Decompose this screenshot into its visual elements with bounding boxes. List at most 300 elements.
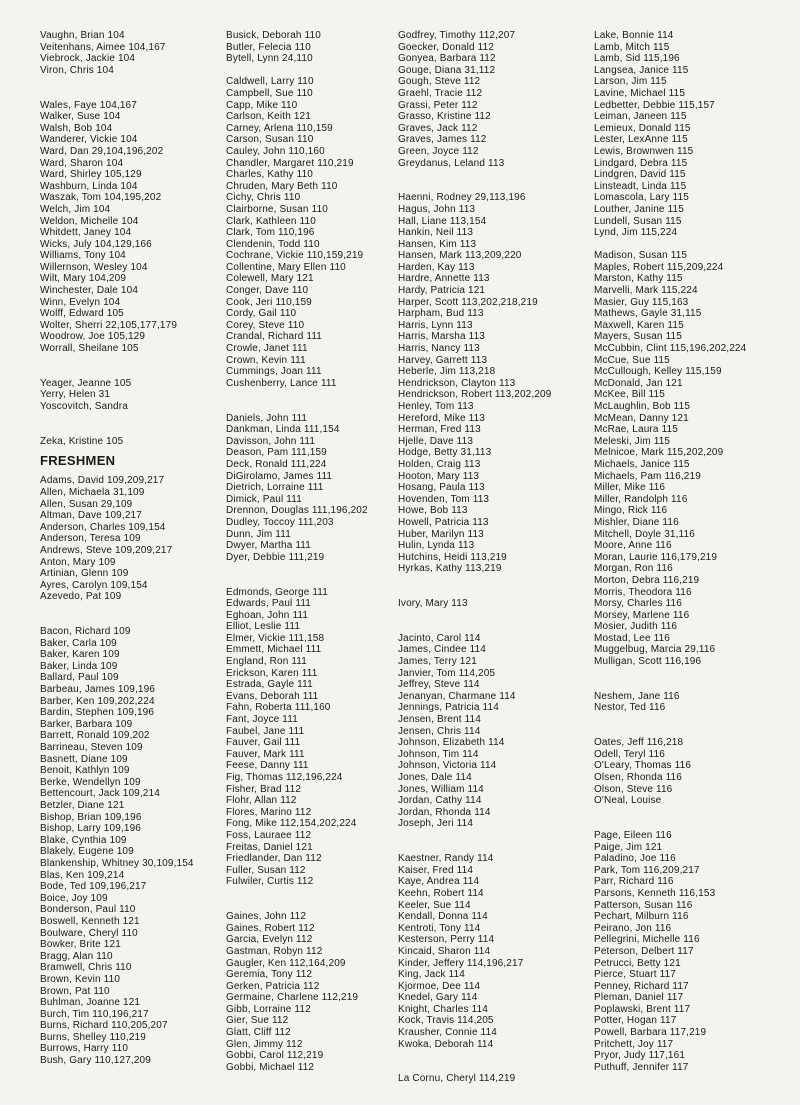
index-entry: Foss, Lauraee 112 — [226, 829, 312, 841]
index-entry: Harris, Lynn 113 — [398, 319, 473, 331]
index-entry: Cochrane, Vickie 110,159,219 — [226, 250, 364, 262]
index-entry: Gibb, Lorraine 112 — [226, 1003, 311, 1015]
index-entry: Allen, Michaela 31,109 — [40, 486, 145, 498]
index-entry: Crandal, Richard 111 — [226, 331, 323, 343]
index-entry: Dimick, Paul 111 — [226, 493, 302, 505]
index-entry: Winn, Evelyn 104 — [40, 296, 121, 308]
index-entry: Blankenship, Whitney 30,109,154 — [40, 857, 194, 869]
index-entry: Cordy, Gail 110 — [226, 308, 297, 320]
index-entry: Joseph, Jeri 114 — [398, 818, 474, 830]
index-entry: Carney, Arlena 110,159 — [226, 122, 333, 134]
index-entry: Larson, Jim 115 — [594, 76, 667, 88]
index-entry: Lynd, Jim 115,224 — [594, 227, 678, 239]
index-entry: Marston, Kathy 115 — [594, 273, 683, 285]
index-entry: Welch, Jim 104 — [40, 203, 111, 215]
index-entry: O'Leary, Thomas 116 — [594, 760, 692, 772]
index-entry: Hooton, Mary 113 — [398, 470, 480, 482]
index-entry: Patterson, Susan 116 — [594, 899, 693, 911]
index-entry: Cook, Jeri 110,159 — [226, 296, 312, 308]
index-entry: Friedlander, Dan 112 — [226, 853, 322, 865]
index-entry: Carlson, Keith 121 — [226, 111, 311, 123]
index-entry: Yeager, Jeanne 105 — [40, 377, 132, 389]
index-entry: Dunn, Jim 111 — [226, 528, 291, 540]
index-entry: Waszak, Tom 104,195,202 — [40, 192, 162, 204]
index-entry: Knight, Charles 114 — [398, 1003, 488, 1015]
index-entry: Page, Eileen 116 — [594, 829, 672, 841]
index-entry: Park, Tom 116,209,217 — [594, 864, 700, 876]
spacer — [594, 239, 794, 251]
index-entry: Madison, Susan 115 — [594, 250, 688, 262]
spacer — [40, 615, 240, 627]
spacer — [226, 389, 426, 401]
index-entry: Hereford, Mike 113 — [398, 412, 485, 424]
index-entry: Buhlman, Joanne 121 — [40, 997, 141, 1009]
index-entry: Allen, Susan 29,109 — [40, 498, 133, 510]
index-entry: Cummings, Joan 111 — [226, 366, 322, 378]
spacer — [398, 575, 598, 587]
index-entry: Janvier, Tom 114,205 — [398, 667, 496, 679]
index-entry: Wolter, Sherri 22,105,177,179 — [40, 319, 178, 331]
index-entry: Goecker, Donald 112 — [398, 41, 495, 53]
index-entry: Fauver, Mark 111 — [226, 748, 305, 760]
index-entry: Jenanyan, Charmane 114 — [398, 690, 516, 702]
index-entry: Blake, Cynthia 109 — [40, 834, 127, 846]
index-entry: Edwards, Paul 111 — [226, 598, 312, 610]
index-entry: Blakely, Eugene 109 — [40, 846, 134, 858]
spacer — [226, 900, 426, 912]
index-entry: Dwyer, Martha 111 — [226, 540, 311, 552]
index-entry: Wales, Faye 104,167 — [40, 99, 137, 111]
index-entry: Fuller, Susan 112 — [226, 864, 306, 876]
index-entry: Olsen, Rhonda 116 — [594, 772, 682, 783]
index-entry: O'Neal, Louise — [594, 795, 662, 807]
index-entry: Pierce, Stuart 117 — [594, 969, 677, 981]
index-entry: Jones, Dale 114 — [398, 772, 472, 783]
index-entry: Howe, Bob 113 — [398, 505, 468, 517]
index-entry: Grasso, Kristine 112 — [398, 111, 491, 123]
index-entry: Dietrich, Lorraine 111 — [226, 482, 324, 494]
index-entry: Gaugler, Ken 112,164,209 — [226, 957, 346, 969]
index-entry: Marvelli, Mark 115,224 — [594, 285, 698, 297]
index-entry: Hardre, Annette 113 — [398, 273, 490, 285]
index-entry: Jensen, Chris 114 — [398, 725, 481, 737]
index-entry: Mostad, Lee 116 — [594, 632, 671, 644]
index-entry: Ward, Sharon 104 — [40, 157, 124, 169]
index-entry: Gobbi, Michael 112 — [226, 1061, 315, 1073]
index-entry: Cauley, John 110,160 — [226, 145, 325, 157]
index-entry: Bytell, Lynn 24,110 — [226, 53, 313, 65]
index-entry: Viron, Chris 104 — [40, 64, 114, 76]
index-entry: Kaiser, Fred 114 — [398, 864, 474, 876]
index-entry: Baker, Karen 109 — [40, 649, 120, 661]
index-entry: Ivory, Mary 113 — [398, 598, 468, 610]
index-entry: Lester, LexAnne 115 — [594, 134, 688, 146]
index-entry: Woodrow, Joe 105,129 — [40, 331, 146, 343]
index-entry: Barker, Barbara 109 — [40, 718, 133, 730]
index-entry: Jensen, Brent 114 — [398, 714, 481, 726]
index-entry: Dudley, Toccoy 111,203 — [226, 516, 334, 528]
index-entry: Odell, Teryl 116 — [594, 748, 665, 760]
index-entry: Harper, Scott 113,202,218,219 — [398, 296, 538, 308]
index-entry: Morsy, Charles 116 — [594, 598, 682, 610]
index-entry: Freitas, Daniel 121 — [226, 841, 313, 853]
index-column-4 — [594, 30, 794, 1073]
index-entry: Caldwell, Larry 110 — [226, 76, 314, 88]
index-entry: Baker, Linda 109 — [40, 660, 118, 672]
index-entry: Poplawski, Brent 117 — [594, 1003, 691, 1015]
index-entry: Melnicoe, Mark 115,202,209 — [594, 447, 724, 459]
index-entry: Mayers, Susan 115 — [594, 331, 682, 343]
index-entry: Conger, Dave 110 — [226, 285, 309, 297]
index-entry: Williams, Tony 104 — [40, 250, 126, 262]
index-entry: Wicks, July 104,129,166 — [40, 238, 152, 250]
index-entry: Harvey, Garrett 113 — [398, 354, 488, 366]
index-entry: Wilt, Mary 104,209 — [40, 273, 127, 285]
spacer — [226, 401, 426, 413]
index-entry: Ward, Shirley 105,129 — [40, 169, 142, 181]
spacer — [594, 807, 794, 819]
index-entry: Elliot, Leslie 111 — [226, 621, 301, 633]
spacer — [40, 413, 240, 425]
spacer — [226, 888, 426, 900]
index-entry: Pellegrini, Michelle 116 — [594, 934, 700, 946]
index-entry: Gaines, John 112 — [226, 911, 307, 923]
index-entry: Ledbetter, Debbie 115,157 — [594, 99, 715, 111]
index-entry: Altman, Dave 109,217 — [40, 510, 142, 522]
index-entry: Gobbi, Carol 112,219 — [226, 1050, 324, 1062]
index-entry: Lewis, Brownwen 115 — [594, 145, 694, 157]
index-entry: Morgan, Ron 116 — [594, 563, 673, 575]
index-entry: Ward, Dan 29,104,196,202 — [40, 145, 164, 157]
index-entry: Louther, Janine 115 — [594, 203, 684, 215]
index-entry: Drennon, Douglas 111,196,202 — [226, 505, 368, 517]
index-entry: Kaestner, Randy 114 — [398, 853, 494, 865]
index-entry: Jordan, Rhonda 114 — [398, 806, 491, 818]
index-entry: Lindgren, David 115 — [594, 169, 686, 181]
index-entry: Wolff, Edward 105 — [40, 308, 124, 320]
index-entry: England, Ron 111 — [226, 656, 307, 668]
index-entry: Muggelbug, Marcia 29,116 — [594, 644, 716, 656]
index-entry: Hendrickson, Robert 113,202,209 — [398, 389, 552, 401]
index-entry: Harris, Marsha 113 — [398, 331, 485, 343]
index-entry: Graves, James 112 — [398, 134, 487, 146]
index-entry: Burns, Richard 110,205,207 — [40, 1020, 168, 1032]
index-entry: Powell, Barbara 117,219 — [594, 1027, 707, 1039]
index-entry: Worrall, Sheilane 105 — [40, 343, 139, 355]
index-entry: Elmer, Vickie 111,158 — [226, 632, 325, 644]
index-column-3 — [398, 30, 598, 1085]
index-entry: Vaughn, Brian 104 — [40, 30, 125, 41]
spacer — [40, 355, 240, 367]
index-entry: Oates, Jeff 116,218 — [594, 737, 684, 749]
spacer — [594, 668, 794, 680]
index-entry: Parr, Richard 116 — [594, 876, 674, 888]
index-entry: Paige, Jim 121 — [594, 841, 663, 853]
index-entry: Pleman, Daniel 117 — [594, 992, 684, 1004]
index-entry: Potter, Hogan 117 — [594, 1015, 677, 1027]
index-entry: Daniels, John 111 — [226, 412, 308, 424]
index-entry: Linsteadt, Linda 115 — [594, 180, 687, 192]
index-entry: Dyer, Debbie 111,219 — [226, 551, 325, 563]
index-entry: McRae, Laura 115 — [594, 424, 678, 436]
index-entry: Wanderer, Vickie 104 — [40, 134, 138, 146]
index-entry: Harden, Kay 113 — [398, 261, 475, 273]
index-entry: Washburn, Linda 104 — [40, 180, 138, 192]
index-entry: Bramwell, Chris 110 — [40, 962, 132, 974]
index-entry: Fig, Thomas 112,196,224 — [226, 772, 343, 783]
index-entry: Peterson, Delbert 117 — [594, 945, 694, 957]
index-entry: Bowker, Brite 121 — [40, 939, 121, 951]
index-entry: Johnson, Victoria 114 — [398, 760, 497, 772]
index-entry: La Cornu, Cheryl 114,219 — [398, 1073, 516, 1085]
index-entry: Howell, Patricia 113 — [398, 516, 489, 528]
index-entry: Feese, Danny 111 — [226, 760, 309, 772]
spacer — [226, 65, 426, 77]
spacer — [40, 603, 240, 615]
index-entry: Jennings, Patricia 114 — [398, 702, 499, 714]
index-entry: Hagus, John 113 — [398, 203, 476, 215]
index-entry: Boswell, Kenneth 121 — [40, 915, 140, 927]
index-entry: Johnson, Tim 114 — [398, 748, 479, 760]
index-entry: Leiman, Janeen 115 — [594, 111, 687, 123]
spacer — [398, 610, 598, 622]
index-entry: McMean, Danny 121 — [594, 412, 689, 424]
index-entry: Deason, Pam 111,159 — [226, 447, 327, 459]
index-entry: Boulware, Cheryl 110 — [40, 927, 138, 939]
index-entry: Brown, Pat 110 — [40, 985, 110, 997]
index-entry: Erickson, Karen 111 — [226, 667, 318, 679]
index-entry: Campbell, Sue 110 — [226, 87, 313, 99]
index-entry: Lindgard, Debra 115 — [594, 157, 688, 169]
index-entry: Crown, Kevin 111 — [226, 354, 306, 366]
section-heading: FRESHMEN — [40, 453, 116, 469]
index-entry: Brown, Kevin 110 — [40, 973, 121, 985]
index-entry: Keehn, Robert 114 — [398, 887, 484, 899]
index-entry: Lamb, Mitch 115 — [594, 41, 670, 53]
index-entry: Kwoka, Deborah 114 — [398, 1038, 494, 1050]
index-entry: Bonderson, Paul 110 — [40, 904, 136, 916]
spacer — [40, 76, 240, 88]
index-entry: Kincaid, Sharon 114 — [398, 945, 491, 957]
spacer — [398, 1062, 598, 1074]
index-entry: Jacinto, Carol 114 — [398, 632, 481, 644]
index-entry: Barrett, Ronald 109,202 — [40, 730, 150, 742]
index-entry: Clairborne, Susan 110 — [226, 203, 328, 215]
index-entry: Bragg, Alan 110 — [40, 950, 113, 962]
index-entry: Bacon, Richard 109 — [40, 626, 131, 638]
index-entry: Carson, Susan 110 — [226, 134, 314, 146]
spacer — [594, 679, 794, 691]
index-entry: Yoscovitch, Sandra — [40, 401, 128, 412]
index-column-1 — [40, 30, 240, 1067]
index-entry: Jones, William 114 — [398, 783, 484, 795]
index-entry: Morton, Debra 116,219 — [594, 574, 700, 586]
index-entry: Pritchett, Joy 117 — [594, 1038, 674, 1050]
index-entry: Busick, Deborah 110 — [226, 30, 321, 41]
spacer — [398, 830, 598, 842]
spacer — [226, 563, 426, 575]
spacer — [398, 169, 598, 181]
index-entry: Dankman, Linda 111,154 — [226, 424, 340, 436]
index-entry: Green, Joyce 112 — [398, 145, 479, 157]
index-entry: Ballard, Paul 109 — [40, 672, 119, 684]
index-entry: Gough, Steve 112 — [398, 76, 481, 88]
spacer — [398, 621, 598, 633]
index-entry: Zeka, Kristine 105 — [40, 435, 124, 447]
index-entry: Hjelle, Dave 113 — [398, 435, 474, 447]
index-entry: Lake, Bonnie 114 — [594, 30, 674, 41]
index-entry: Fisher, Brad 112 — [226, 783, 302, 795]
index-entry: DiGirolamo, James 111 — [226, 470, 333, 482]
index-entry: Mishler, Diane 116 — [594, 516, 679, 528]
index-entry: Harpham, Bud 113 — [398, 308, 484, 320]
index-entry: Emmett, Michael 111 — [226, 644, 322, 656]
index-entry: Jordan, Cathy 114 — [398, 795, 482, 807]
index-entry: Mosier, Judith 116 — [594, 621, 678, 633]
index-entry: Bishop, Brian 109,196 — [40, 811, 142, 823]
index-entry: Chandler, Margaret 110,219 — [226, 157, 354, 169]
index-entry: Bode, Ted 109,196,217 — [40, 881, 147, 893]
index-entry: Godfrey, Timothy 112,207 — [398, 30, 516, 41]
index-entry: Lundell, Susan 115 — [594, 215, 682, 227]
index-entry: Penney, Richard 117 — [594, 980, 689, 992]
index-entry: Gastman, Robyn 112 — [226, 945, 323, 957]
index-entry: Michaels, Pam 116,219 — [594, 470, 701, 482]
index-entry: Flohr, Allan 112 — [226, 795, 297, 807]
index-entry: Hyrkas, Kathy 113,219 — [398, 563, 502, 575]
index-entry: McDonald, Jan 121 — [594, 377, 683, 389]
spacer — [40, 88, 240, 100]
index-entry: Puthuff, Jennifer 117 — [594, 1061, 689, 1073]
index-entry: McKee, Bill 115 — [594, 389, 665, 401]
index-entry: Pryor, Judy 117,161 — [594, 1050, 686, 1062]
index-entry: Neshem, Jane 116 — [594, 690, 680, 702]
index-entry: Germaine, Charlene 112,219 — [226, 992, 359, 1004]
index-entry: Parsons, Kenneth 116,153 — [594, 887, 716, 899]
spacer — [594, 714, 794, 726]
index-entry: Lomascola, Lary 115 — [594, 192, 689, 204]
index-entry: Morsey, Marlene 116 — [594, 609, 690, 621]
index-entry: Bettencourt, Jack 109,214 — [40, 788, 160, 800]
index-entry: Clendenin, Todd 110 — [226, 238, 320, 250]
index-entry: Edmonds, George 111 — [226, 586, 328, 598]
index-entry: Davisson, John 111 — [226, 435, 316, 447]
index-entry: Mathews, Gayle 31,115 — [594, 308, 702, 320]
index-entry: Heberle, Jim 113,218 — [398, 366, 496, 378]
index-entry: Garcia, Evelyn 112 — [226, 934, 313, 946]
index-entry: Grassi, Peter 112 — [398, 99, 478, 111]
index-entry: Hansen, Kim 113 — [398, 238, 477, 250]
index-entry: Kesterson, Perry 114 — [398, 934, 495, 946]
index-entry: Walker, Suse 104 — [40, 111, 121, 123]
index-entry: Gier, Sue 112 — [226, 1015, 289, 1027]
index-entry: Mitchell, Doyle 31,116 — [594, 528, 695, 540]
index-entry: Moran, Laurie 116,179,219 — [594, 551, 718, 563]
index-entry: Herman, Fred 113 — [398, 424, 481, 436]
index-entry: Burns, Shelley 110,219 — [40, 1031, 146, 1043]
index-entry: Burrows, Harry 110 — [40, 1043, 129, 1055]
index-entry: Crowle, Janet 111 — [226, 343, 308, 355]
index-entry: Hall, Liane 113,154 — [398, 215, 487, 227]
index-entry: Langsea, Janice 115 — [594, 64, 689, 76]
index-entry: Nestor, Ted 116 — [594, 702, 666, 714]
index-entry: Mingo, Rick 116 — [594, 505, 668, 517]
index-entry: Olson, Steve 116 — [594, 783, 673, 795]
index-entry: Faubel, Jane 111 — [226, 725, 305, 737]
index-entry: Gerken, Patricia 112 — [226, 980, 320, 992]
index-entry: Ayres, Carolyn 109,154 — [40, 579, 148, 591]
index-entry: Butler, Felecia 110 — [226, 41, 311, 53]
index-entry: Hosang, Paula 113 — [398, 482, 485, 494]
index-entry: Evans, Deborah 111 — [226, 690, 319, 702]
index-entry: Fauver, Gail 111 — [226, 737, 301, 749]
index-entry: Harris, Nancy 113 — [398, 343, 480, 355]
index-entry: Barbeau, James 109,196 — [40, 684, 156, 696]
index-entry: Lavine, Michael 115 — [594, 87, 686, 99]
index-entry: Hodge, Betty 31,113 — [398, 447, 492, 459]
index-entry: James, Cindee 114 — [398, 644, 486, 656]
index-entry: Glen, Jimmy 112 — [226, 1038, 303, 1050]
index-entry: Kjormoe, Dee 114 — [398, 980, 481, 992]
index-entry: Flores, Marino 112 — [226, 806, 312, 818]
index-entry: Henley, Tom 113 — [398, 401, 474, 412]
spacer — [398, 1050, 598, 1062]
index-entry: Corey, Steve 110 — [226, 319, 305, 331]
spacer — [40, 424, 240, 436]
index-entry: Hansen, Mark 113,209,220 — [398, 250, 522, 262]
index-entry: Holden, Craig 113 — [398, 458, 481, 470]
index-entry: Winchester, Dale 104 — [40, 285, 139, 297]
index-entry: Huber, Marilyn 113 — [398, 528, 484, 540]
index-entry: Krausher, Connie 114 — [398, 1027, 497, 1039]
index-entry: Anderson, Charles 109,154 — [40, 521, 166, 533]
index-entry: Jeffrey, Steve 114 — [398, 679, 480, 691]
index-entry: Fant, Joyce 111 — [226, 714, 298, 726]
spacer — [594, 818, 794, 830]
index-entry: Estrada, Gayle 111 — [226, 679, 313, 691]
index-entry: Basnett, Diane 109 — [40, 753, 128, 765]
index-entry: Petrucci, Betty 121 — [594, 957, 681, 969]
index-entry: Cichy, Chris 110 — [226, 192, 301, 204]
index-entry: Collentine, Mary Ellen 110 — [226, 261, 346, 273]
spacer — [226, 575, 426, 587]
index-entry: Kock, Travis 114,205 — [398, 1015, 494, 1027]
index-entry: Lamb, Sid 115,196 — [594, 53, 680, 65]
index-entry: Berke, Wendellyn 109 — [40, 776, 141, 788]
index-entry: Charles, Kathy 110 — [226, 169, 314, 181]
index-entry: Miller, Randolph 116 — [594, 493, 688, 505]
index-entry: Meleski, Jim 115 — [594, 435, 671, 447]
index-entry: Eghoan, John 111 — [226, 609, 309, 621]
index-entry: Veitenhans, Aimee 104,167 — [40, 41, 166, 53]
index-entry: Pechart, Milburn 116 — [594, 911, 689, 923]
index-entry: Clark, Kathleen 110 — [226, 215, 316, 227]
index-entry: Anton, Mary 109 — [40, 556, 116, 568]
index-entry: Willernson, Wesley 104 — [40, 261, 148, 273]
index-entry: Morris, Theodora 116 — [594, 586, 692, 598]
index-entry: Mulligan, Scott 116,196 — [594, 656, 702, 668]
index-entry: Chruden, Mary Beth 110 — [226, 180, 338, 192]
index-entry: Bush, Gary 110,127,209 — [40, 1055, 151, 1067]
index-entry: Gonyea, Barbara 112 — [398, 53, 496, 65]
index-entry: Maples, Robert 115,209,224 — [594, 261, 724, 273]
index-entry: Maxwell, Karen 115 — [594, 319, 684, 331]
index-entry: Cushenberry, Lance 111 — [226, 377, 337, 389]
index-entry: Viebrock, Jackie 104 — [40, 53, 136, 65]
index-entry: Anderson, Teresa 109 — [40, 533, 141, 545]
index-entry: Masier, Guy 115,163 — [594, 296, 689, 308]
spacer — [398, 181, 598, 193]
